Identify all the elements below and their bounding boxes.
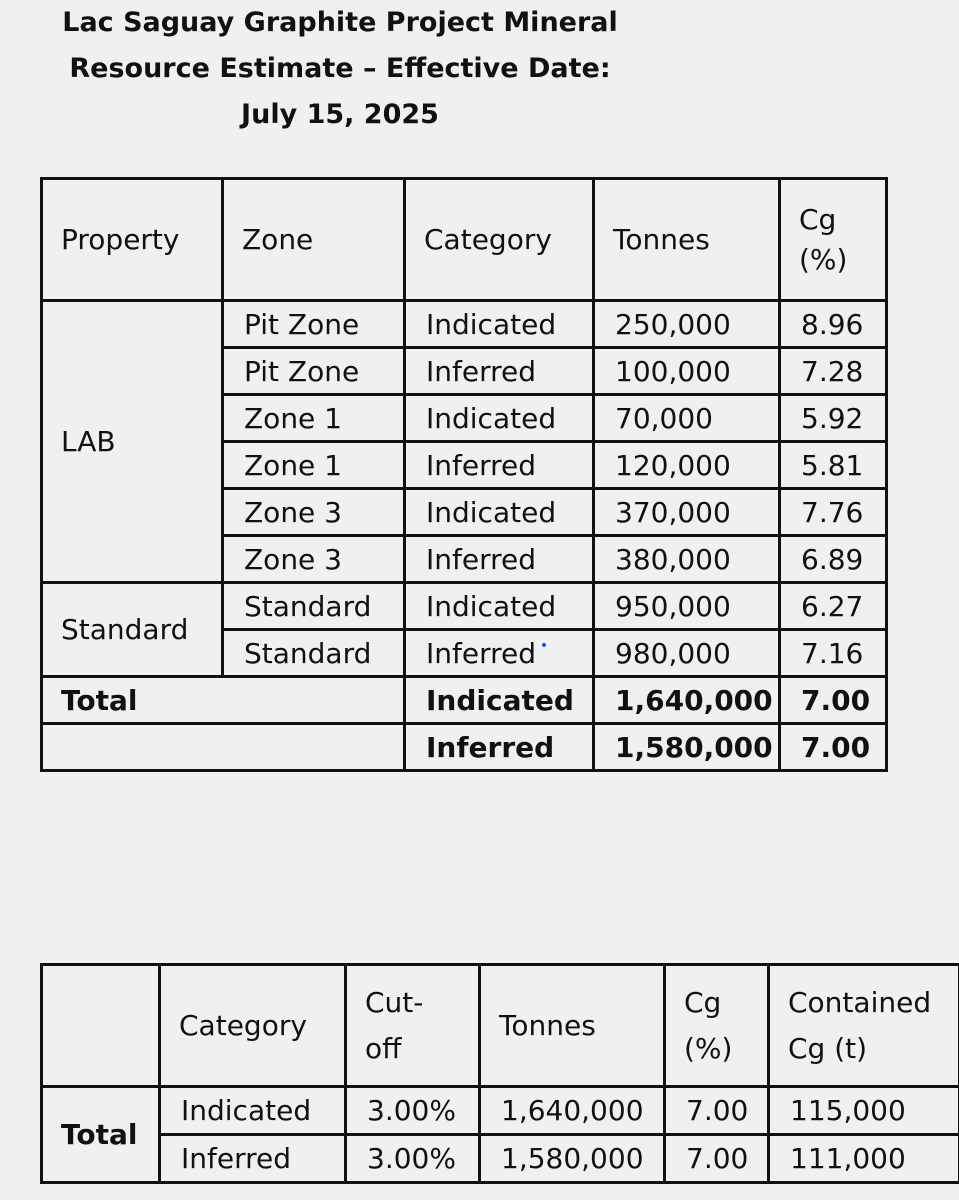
zone-cell: Pit Zone xyxy=(223,301,405,348)
cg-cell: 7.76 xyxy=(780,489,887,536)
summary-cutoff-cell: 3.00% xyxy=(346,1135,480,1183)
summary-total-label: Total xyxy=(42,1087,160,1183)
category-cell: Inferred xyxy=(405,536,594,583)
stray-dot-mark xyxy=(542,643,546,647)
header-category: Category xyxy=(405,179,594,301)
title-line-2: Resource Estimate – Effective Date: xyxy=(69,53,611,84)
cg-cell: 6.89 xyxy=(780,536,887,583)
header-cg-line-1: Cg xyxy=(799,202,837,236)
category-cell: Indicated xyxy=(405,583,594,630)
category-text: Inferred xyxy=(426,636,537,670)
summary-header-cutoff-line-1: Cut- xyxy=(365,985,424,1019)
total-category-cell: Indicated xyxy=(405,677,594,724)
summary-contained-cell: 111,000 xyxy=(769,1135,959,1183)
table-row xyxy=(42,583,887,630)
category-cell: Indicated xyxy=(405,395,594,442)
summary-header-row xyxy=(42,965,959,1087)
zone-cell: Zone 3 xyxy=(223,536,405,583)
zone-cell: Zone 1 xyxy=(223,442,405,489)
summary-header-tonnes: Tonnes xyxy=(480,965,665,1087)
tonnes-cell: 100,000 xyxy=(594,348,780,395)
tonnes-cell: 380,000 xyxy=(594,536,780,583)
zone-cell: Standard xyxy=(223,630,405,677)
summary-tonnes-cell: 1,640,000 xyxy=(480,1087,665,1135)
category-cell: Indicated xyxy=(405,489,594,536)
summary-header-cg-line-1: Cg xyxy=(684,985,722,1019)
summary-contained-cell: 115,000 xyxy=(769,1087,959,1135)
tonnes-cell: 120,000 xyxy=(594,442,780,489)
summary-cutoff-cell: 3.00% xyxy=(346,1087,480,1135)
total-tonnes-cell: 1,640,000 xyxy=(594,677,780,724)
header-cg xyxy=(780,179,887,301)
summary-cg-cell: 7.00 xyxy=(665,1135,769,1183)
category-cell: Inferred xyxy=(405,348,594,395)
summary-header-cutoff xyxy=(346,965,480,1087)
summary-tonnes-cell: 1,580,000 xyxy=(480,1135,665,1183)
summary-header-category: Category xyxy=(160,965,346,1087)
header-zone: Zone xyxy=(223,179,405,301)
summary-table xyxy=(40,963,959,1184)
total-label: Total xyxy=(42,677,405,724)
summary-row xyxy=(42,1135,959,1183)
zone-cell: Zone 3 xyxy=(223,489,405,536)
header-tonnes: Tonnes xyxy=(594,179,780,301)
tonnes-cell: 70,000 xyxy=(594,395,780,442)
summary-row xyxy=(42,1087,959,1135)
summary-header-cg xyxy=(665,965,769,1087)
header-property: Property xyxy=(42,179,223,301)
summary-header-contained xyxy=(769,965,959,1087)
header-row xyxy=(42,179,887,301)
tonnes-cell: 980,000 xyxy=(594,630,780,677)
cg-cell: 7.16 xyxy=(780,630,887,677)
header-cg-line-2: (%) xyxy=(799,242,848,276)
table-row xyxy=(42,301,887,348)
summary-header-contained-line-1: Contained xyxy=(788,985,932,1019)
summary-category-cell: Indicated xyxy=(160,1087,346,1135)
total-row xyxy=(42,677,887,724)
cg-cell: 7.28 xyxy=(780,348,887,395)
category-cell: Indicated xyxy=(405,301,594,348)
total-cg-cell: 7.00 xyxy=(780,677,887,724)
total-category-cell: Inferred xyxy=(405,724,594,771)
resource-estimate-table xyxy=(40,177,888,772)
title-line-3: July 15, 2025 xyxy=(241,99,439,130)
summary-header-cg-line-2: (%) xyxy=(684,1031,733,1065)
category-cell: Inferred xyxy=(405,442,594,489)
total-cg-cell: 7.00 xyxy=(780,724,887,771)
cg-cell: 5.81 xyxy=(780,442,887,489)
category-cell xyxy=(405,630,594,677)
tonnes-cell: 950,000 xyxy=(594,583,780,630)
summary-header-contained-line-2: Cg (t) xyxy=(788,1031,868,1065)
total-row xyxy=(42,724,887,771)
cg-cell: 5.92 xyxy=(780,395,887,442)
total-tonnes-cell: 1,580,000 xyxy=(594,724,780,771)
summary-header-cutoff-line-2: off xyxy=(365,1031,402,1065)
title-line-1: Lac Saguay Graphite Project Mineral xyxy=(62,7,618,38)
summary-header-blank xyxy=(42,965,160,1087)
tonnes-cell: 370,000 xyxy=(594,489,780,536)
zone-cell: Standard xyxy=(223,583,405,630)
summary-cg-cell: 7.00 xyxy=(665,1087,769,1135)
zone-cell: Pit Zone xyxy=(223,348,405,395)
cg-cell: 6.27 xyxy=(780,583,887,630)
property-cell: Standard xyxy=(42,583,223,677)
tonnes-cell: 250,000 xyxy=(594,301,780,348)
total-blank-cell xyxy=(42,724,405,771)
zone-cell: Zone 1 xyxy=(223,395,405,442)
summary-category-cell: Inferred xyxy=(160,1135,346,1183)
property-cell: LAB xyxy=(42,301,223,583)
document-title xyxy=(40,0,640,138)
cg-cell: 8.96 xyxy=(780,301,887,348)
